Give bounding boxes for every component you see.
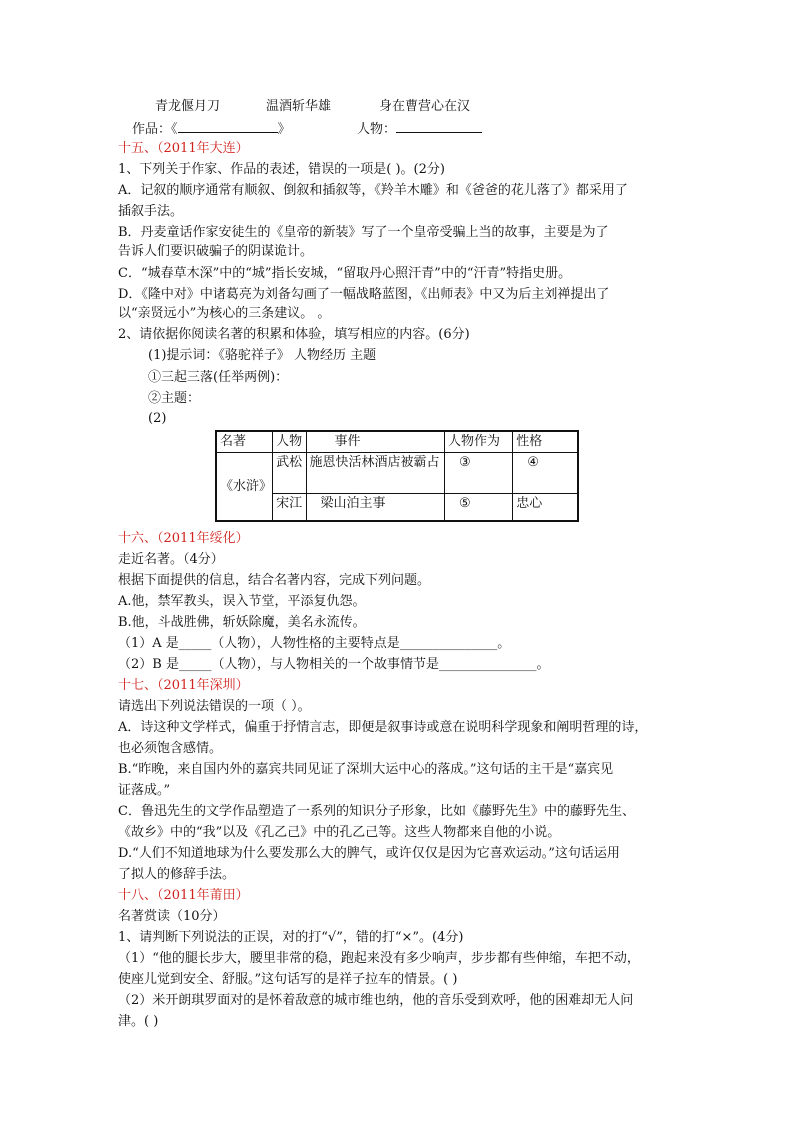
person-label: 人物： bbox=[357, 122, 397, 137]
s18-l3: （1）“他的腿长步大，腰里非常的稳，跑起来没有多少响声，步步都有些伸缩，车把不动， bbox=[118, 951, 640, 966]
s17-c2: 《故乡》中的“我”以及《孔乙己》中的孔乙己等。这些人物都来自他的小说。 bbox=[118, 825, 561, 840]
s15-b1: B．丹麦童话作家安徒生的《皇帝的新装》写了一个皇帝受骗上当的故事，主要是为了 bbox=[118, 225, 609, 240]
s15-p1: (1)提示词：《骆驼祥子》 人物经历 主题 bbox=[148, 348, 377, 363]
s17-a2: 也必须饱含感情。 bbox=[118, 741, 223, 756]
s16-l2: 根据下面提供的信息，结合名著内容，完成下列问题。 bbox=[118, 573, 431, 588]
table-cell: 武松 bbox=[273, 453, 306, 494]
s18-l5: （2）米开朗琪罗面对的是怀着敌意的城市维也纳，他的音乐受到欢呼，他的困难却无人问 bbox=[118, 993, 634, 1008]
s16-l1: 走近名著。（4分） bbox=[118, 552, 224, 567]
work-blank bbox=[178, 119, 278, 133]
section-16-heading: 十六、（2011年绥化） bbox=[118, 531, 249, 546]
table-header-cell: 人物作为 bbox=[445, 431, 513, 453]
section-18-heading: 十八、（2011年莆田） bbox=[118, 888, 249, 903]
work-close: 》 bbox=[277, 122, 291, 137]
top-phrase-1: 青龙偃月刀 bbox=[155, 99, 221, 114]
s18-l2: 1、请判断下列说法的正误，对的打“√”，错的打“×”。(4分) bbox=[118, 930, 464, 945]
s16-l3: A.他，禁军教头，误入节堂，平添复仇怨。 bbox=[118, 594, 366, 609]
s15-b2: 告诉人们要识破骗子的阴谋诡计。 bbox=[118, 244, 314, 259]
person-blank-line bbox=[357, 119, 482, 139]
table-header-cell: 事件 bbox=[306, 431, 445, 453]
table-header-cell: 人物 bbox=[273, 431, 306, 453]
s17-b2: 证落成。” bbox=[118, 783, 171, 798]
shuihu-table bbox=[215, 430, 579, 522]
table-cell: ⑤ bbox=[445, 494, 513, 522]
section-17-heading: 十七、（2011年深圳） bbox=[118, 678, 249, 693]
table-cell: 梁山泊主事 bbox=[306, 494, 445, 522]
table-header-cell: 名著 bbox=[216, 431, 273, 453]
table-cell: ③ bbox=[445, 453, 513, 494]
section-15-heading: 十五、（2011年大连） bbox=[118, 141, 249, 156]
top-phrase-2: 温酒斩华雄 bbox=[266, 99, 332, 114]
s15-q1: 1、下列关于作家、作品的表述，错误的一项是( )。(2分) bbox=[118, 162, 445, 177]
s15-p2: (2) bbox=[148, 411, 167, 426]
table-cell: ④ bbox=[513, 453, 578, 494]
table-cell: 施恩快活林酒店被霸占 bbox=[306, 453, 445, 494]
s16-l5: （1）A 是_____（人物），人物性格的主要特点是_______________。 bbox=[118, 636, 511, 651]
s17-d2: 了拟人的修辞手法。 bbox=[118, 867, 236, 882]
s15-a2: 插叙手法。 bbox=[118, 204, 184, 219]
s15-p1a: ①三起三落(任举两例)： bbox=[148, 370, 289, 385]
s18-l6: 津。( ) bbox=[118, 1014, 159, 1029]
person-blank bbox=[396, 119, 482, 133]
table-row bbox=[216, 453, 578, 494]
s18-l4: 使座儿觉到安全、舒服。”这句话写的是祥子拉车的情景。( ) bbox=[118, 972, 458, 987]
table-cell: 宋江 bbox=[273, 494, 306, 522]
work-label: 作品：《 bbox=[132, 122, 178, 137]
s15-p1b: ②主题： bbox=[148, 391, 201, 406]
s15-a1: A．记叙的顺序通常有顺叙、倒叙和插叙等，《羚羊木雕》和《爸爸的花儿落了》都采用了 bbox=[118, 183, 628, 198]
s16-l6: （2）B 是_____（人物），与人物相关的一个故事情节是_______________。 bbox=[118, 657, 550, 672]
work-blank-line bbox=[132, 119, 291, 139]
s15-d1: D．《隆中对》中诸葛亮为刘备勾画了一幅战略蓝图，《出师表》中又为后主刘禅提出了 bbox=[118, 287, 610, 302]
s16-l4: B.他，斗战胜佛，斩妖除魔，美名永流传。 bbox=[118, 615, 366, 630]
table-header-cell: 性格 bbox=[513, 431, 578, 453]
s15-c1: C．“城春草木深”中的“城”指长安城，“留取丹心照汗青”中的“汗青”特指史册。 bbox=[118, 266, 572, 281]
s17-c1: C．鲁迅先生的文学作品塑造了一系列的知识分子形象，比如《藤野先生》中的藤野先生、 bbox=[118, 804, 635, 819]
table-work-cell: 《水浒》 bbox=[216, 453, 273, 522]
s17-a1: A．诗这种文学样式，偏重于抒情言志，即便是叙事诗或意在说明科学现象和阐明哲理的诗， bbox=[118, 720, 648, 735]
s17-d1: D.“人们不知道地球为什么要发那么大的脾气，或许仅仅是因为它喜欢运动。”这句话运用 bbox=[118, 846, 620, 861]
table-cell: 忠心 bbox=[513, 494, 578, 522]
s18-l1: 名著赏读（10分） bbox=[118, 909, 226, 924]
s15-d2: 以“亲贤远小”为核心的三条建议。 。 bbox=[118, 306, 331, 321]
s17-b1: B.“昨晚，来自国内外的嘉宾共同见证了深圳大运中心的落成。”这句话的主干是“嘉宾见 bbox=[118, 762, 614, 777]
table-header-row bbox=[216, 431, 578, 453]
s15-q2: 2、请依据你阅读名著的积累和体验，填写相应的内容。(6分) bbox=[118, 327, 470, 342]
top-phrase-3: 身在曹营心在汉 bbox=[379, 99, 471, 114]
s17-l1: 请选出下列说法错误的一项（ ）。 bbox=[118, 699, 311, 714]
